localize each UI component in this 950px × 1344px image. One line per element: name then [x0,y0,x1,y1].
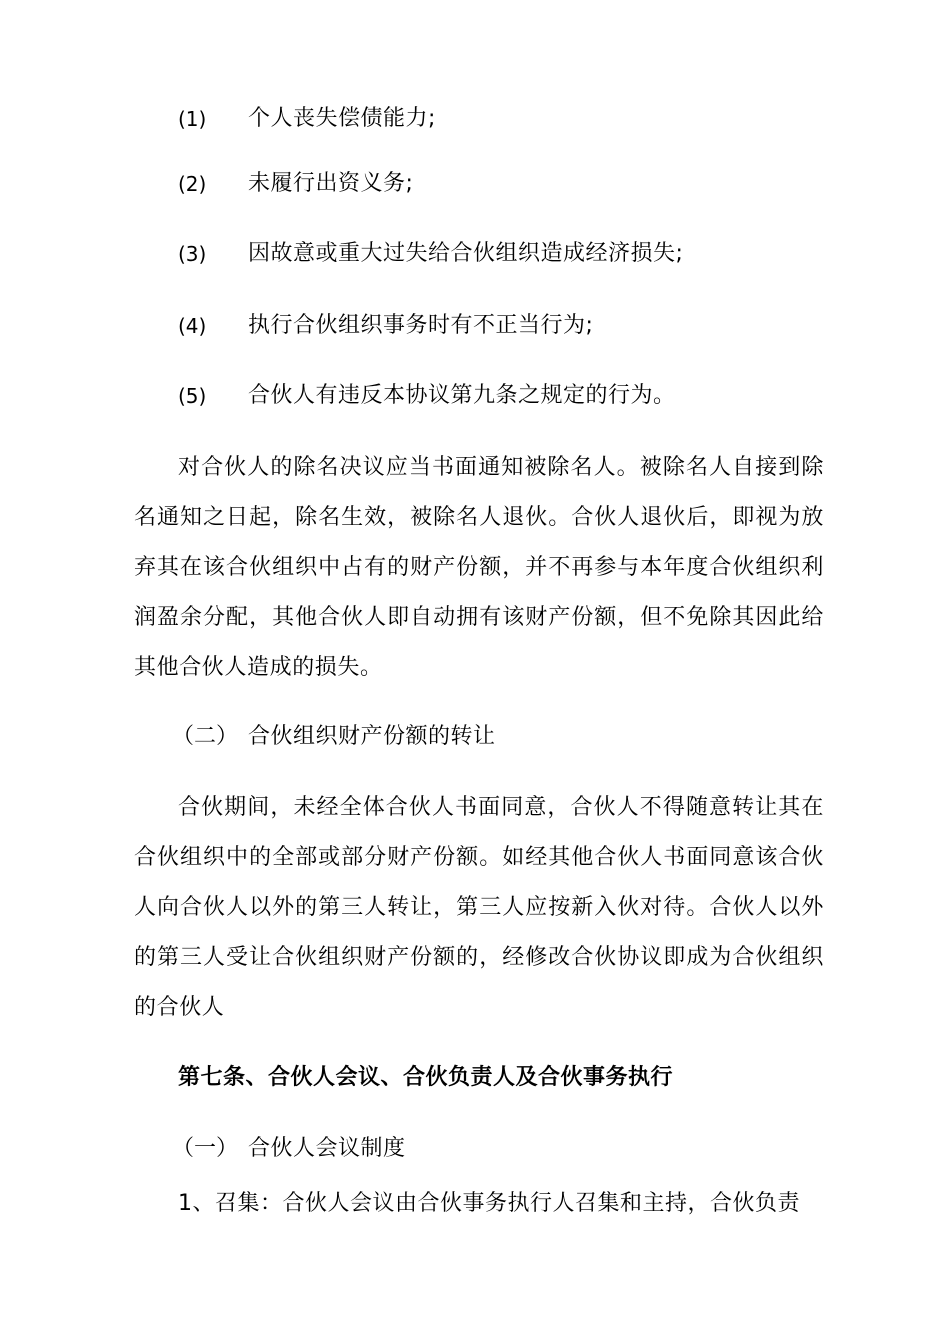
paragraph-removal-notice: 对合伙人的除名决议应当书面通知被除名人。被除名人自接到除名通知之日起，除名生效，被除名人退伙。合伙人退伙后，即视为放弃其在该合伙组织中占有的财产份额，并不再参与本年度合伙组织利润盈余分配，其他合伙人即自动拥有该财产份额，但不免除其因此给其他合伙人造成的损失。 [134,455,824,680]
list-item-2-number: (2) [178,172,207,196]
list-item-3-text: 因故意或重大过失给合伙组织造成经济损失; [248,241,684,266]
list-item-5-number: (5) [178,384,207,408]
list-item-5-text: 合伙人有违反本协议第九条之规定的行为。 [248,383,676,408]
article-seven-heading: 第七条、合伙人会议、合伙负责人及合伙事务执行 [178,1065,674,1090]
list-item-3-number: (3) [178,242,207,266]
list-item-4-text: 执行合伙组织事务时有不正当行为; [248,313,594,338]
section-two-heading: 合伙组织财产份额的转让 [248,724,496,749]
section-one-heading: 合伙人会议制度 [248,1136,406,1161]
list-item-1-text: 个人丧失偿债能力; [248,106,436,131]
list-item-4-number: (4) [178,314,207,338]
list-item-1-number: (1) [178,107,207,131]
section-two-number: （二） [172,724,239,749]
convene-clause: 1、召集：合伙人会议由合伙事务执行人召集和主持，合伙负责 [178,1191,800,1216]
section-one-number: （一） [172,1136,239,1161]
paragraph-share-transfer: 合伙期间，未经全体合伙人书面同意，合伙人不得随意转让其在合伙组织中的全部或部分财产份额。如经其他合伙人书面同意该合伙人向合伙人以外的第三人转让，第三人应按新入伙对待。合伙人以外的第三人受让合伙组织财产份额的，经修改合伙协议即成为合伙组织的合伙人 [134,795,824,1020]
list-item-2-text: 未履行出资义务; [248,171,414,196]
